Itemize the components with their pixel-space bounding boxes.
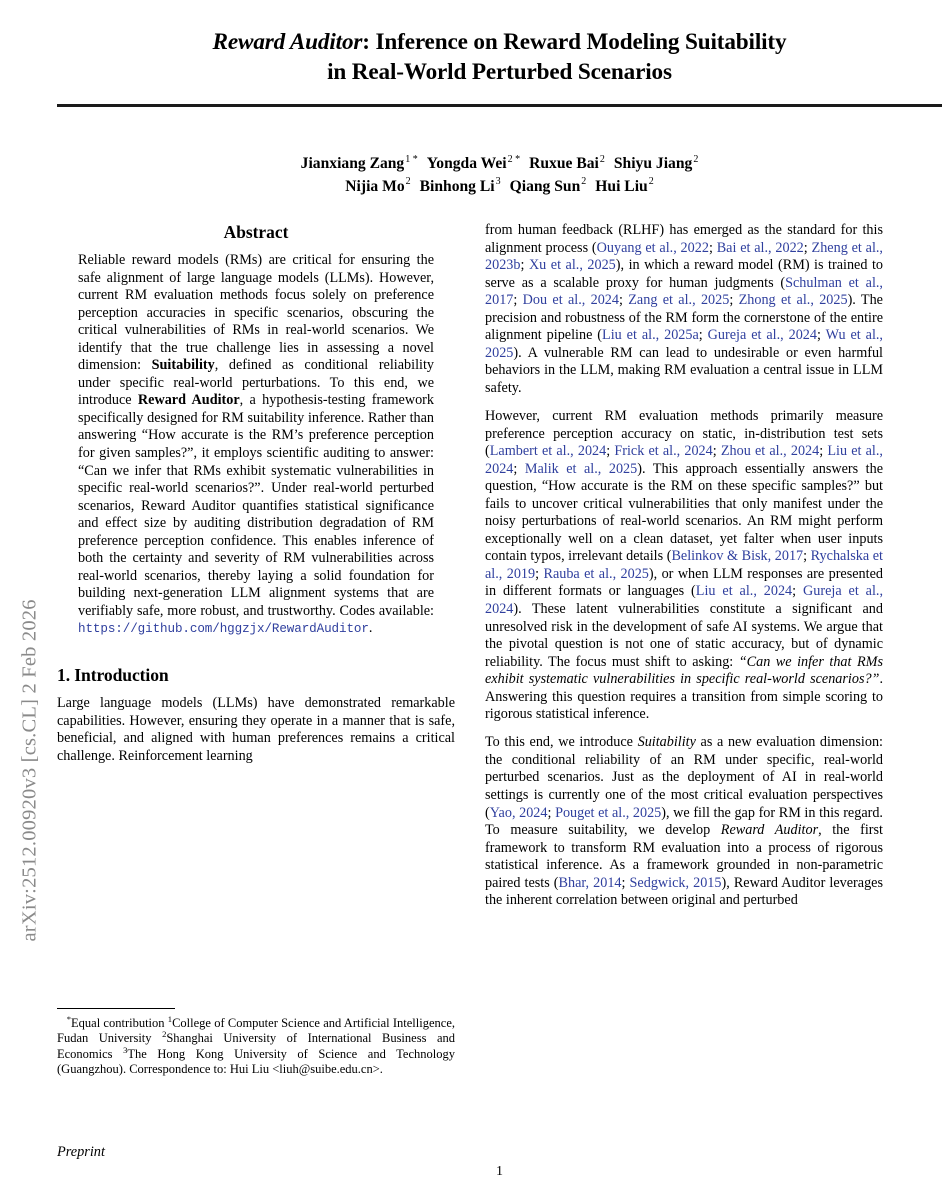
citation-liu-2024-b[interactable]: Liu et al., 2024 [695,583,793,600]
footnote-star-marker: * [66,1014,72,1025]
author-entry [301,155,418,172]
title-block [57,0,942,87]
footer-page-number: 1 [496,1164,503,1179]
text-run: ; [712,443,721,460]
author-entry [595,178,653,195]
author-affiliation-marker: 2 * [507,153,521,165]
text-run: ; [708,239,717,256]
citation-lambert-2024[interactable]: Lambert et al., 2024 [489,443,607,460]
abstract-text [78,252,434,639]
text-run: ), or when LLM responses are presented in different formats or languages ( [485,565,883,600]
citation-zheng-2023b[interactable]: Zheng et al., 2023b [485,239,883,274]
text-run: However, current RM evaluation methods primarily measure preference perception accuracy on static, in-distribution test sets ( [485,407,883,460]
text-run: ; [803,548,811,565]
author-name: Binhong Li [419,177,495,195]
text-run: ; [803,239,812,256]
text-run: ; [819,443,828,460]
citation-zang-2025[interactable]: Zang et al., 2025 [628,292,730,309]
citation-zhou-2024[interactable]: Zhou et al., 2024 [720,443,820,460]
paper-title-line-1 [57,27,942,57]
citation-liu-2024[interactable]: Liu et al., 2024 [485,443,883,477]
text-run: To this end, we introduce [485,734,638,751]
citation-gureja-2024-b[interactable]: Gureja et al., 2024 [485,583,884,617]
author-name: Hui Liu [595,177,648,195]
citation-liu-2025a[interactable]: Liu et al., 2025a [602,327,699,344]
footnote-block [57,1008,455,1077]
abstract-part-2: , defined as conditional reliability under specific real-world perturbations. To this end, we introduce [78,357,434,409]
text-run: ; [817,327,826,344]
affiliation-1: College of Computer Science and Artificial Intelligence, Fudan University [57,1016,455,1046]
author-entry [529,155,605,172]
arxiv-stamp-text: arXiv:2512.00920v3 [cs.CL] 2 Feb 2026 [18,599,41,942]
author-name: Qiang Sun [509,177,581,195]
paper-title-line-1-rest: : Inference on Reward Modeling Suitability [362,29,787,55]
author-affiliation-marker: 2 [693,153,699,165]
author-row-2 [57,176,942,199]
affiliation-2: Shanghai University of International Business and Economics [57,1031,455,1061]
code-repository-link[interactable]: https://github.com/hggzjx/RewardAuditor [78,622,369,637]
text-run: ; [698,327,708,344]
citation-gureja-2024[interactable]: Gureja et al., 2024 [707,327,817,344]
author-affiliation-marker: 2 [405,176,411,188]
paper-page [57,0,942,1200]
text-run: Equal contribution [71,1016,168,1031]
intro-paragraph-1: Large language models (LLMs) have demonstrated remarkable capabilities. However, ensuring they operate in a manner that is safe, beneficial, and aligned with human preferences remains a critical challenge. Reinforcement learning [57,695,455,764]
author-affiliation-marker: 2 [581,176,587,188]
text-run: ; [621,874,630,891]
text-run: ). A vulnerable RM can lead to undesirable or even harmful behaviors in the LLM, making RM evaluation a central issue in LLM safety. [485,344,883,396]
affiliation-marker-3: 3 [123,1044,128,1055]
two-column-body [57,222,942,1142]
text-run: ; [619,292,629,309]
abstract-term-reward-auditor: Reward Auditor [137,392,240,409]
right-paragraph-2 [485,408,883,724]
text-run: as a new evaluation dimension: the conditional reliability of an RM under specific, real-world perturbed scenarios. Just as the deployment of AI in real-world settings is currently one of the most critical evaluation perspectives ( [485,734,883,821]
footnote-divider-rule [57,1008,175,1009]
text-run: ). The precision and robustness of the RM form the cornerstone of the entire alignment pipeline ( [485,292,883,344]
affiliation-3-and-correspondence: The Hong Kong University of Science and Technology (Guangzhou). Correspondence to: Hui Liu <liuh@suibe.edu.cn>. [57,1046,455,1076]
author-name: Jianxiang Zang [300,155,405,172]
abstract-part-4: . [368,620,373,637]
author-entry [427,155,520,172]
text-run: ; [520,257,529,274]
pivotal-question-quote: “Can we infer that RMs exhibit systematic vulnerabilities in specific real-world scenarios?” [485,653,883,688]
text-run: ; [513,460,525,477]
text-run: ; [792,583,804,600]
text-run: ), Reward Auditor leverages the inherent correlation between original and perturbed [485,874,883,909]
citation-zhong-2025[interactable]: Zhong et al., 2025 [738,292,848,309]
right-paragraph-3 [485,734,883,909]
author-entry [345,178,410,195]
citation-ouyang-2022[interactable]: Ouyang et al., 2022 [596,239,709,256]
text-run: ; [547,804,556,821]
abstract-part-3: , a hypothesis-testing framework specifically designed for RM suitability inference. Rather than answering “How accurate is the RM’s preference perception for given samples?”, it employs scientific auditing to answer: “Can we infer that RMs exhibit systematic vulnerabilities in specific real-world scenarios?”. Under real-world perturbed scenarios, Reward Auditor quantifies statistical significance and effect size by auditing distribution degradation of RM preference perception confidence. This enables inference of both the certainty and severity of RM vulnerabilities across real-world scenarios, thereby laying a solid foundation for building next-generation LLM alignment systems that are verifiably safe, more robust, and trustworthy. Codes available: [78,392,434,619]
text-run: ). These latent vulnerabilities constitute a significant and unresolved risk in the development of safe AI systems. We argue that the pivotal question is not one of static accuracy, but of dynamic reliability. The focus must shift to asking: [485,600,883,670]
citation-rauba-2025[interactable]: Rauba et al., 2025 [543,565,649,582]
citation-rychalska-2019[interactable]: Rychalska et al., 2019 [485,548,883,582]
term-suitability: Suitability [637,734,696,751]
author-name: Yongda Wei [426,155,507,172]
footnote-text [57,1016,455,1076]
author-entry [420,178,501,195]
author-affiliation-marker: 2 [648,176,654,188]
left-column [57,222,455,765]
text-run: ), in which a reward model (RM) is trained to serve as a scalable proxy for human judgments ( [485,257,883,291]
citation-xu-2025[interactable]: Xu et al., 2025 [528,257,616,274]
author-block [57,153,942,198]
citation-schulman-2017[interactable]: Schulman et al., 2017 [485,274,883,309]
text-run: , the first framework to transform RM evaluation into a process of rigorous statistical inference. As a framework grounded in non-parametric paired tests ( [485,822,883,891]
affiliation-marker-2: 2 [162,1029,167,1040]
footer-preprint-label: Preprint [57,1144,105,1160]
author-name: Nijia Mo [345,177,405,195]
text-run: ; [729,292,739,309]
author-name: Shiyu Jiang [613,155,693,172]
text-run: ; [606,443,615,460]
text-run: from human feedback (RLHF) has emerged as the standard for this alignment process ( [485,222,883,256]
author-affiliation-marker: 2 [599,153,605,165]
author-affiliation-marker: 1 * [405,153,418,165]
citation-bhar-2014[interactable]: Bhar, 2014 [558,874,622,891]
text-run: ; [535,565,544,582]
text-run: ), we fill the gap for RM in this regard. To measure suitability, we develop [485,804,883,839]
citation-bai-2022[interactable]: Bai et al., 2022 [716,239,804,256]
title-divider-rule [57,104,942,107]
paper-title-line-2: in Real-World Perturbed Scenarios [327,59,672,85]
text-run: ). This approach essentially answers the question, “How accurate is the RM on these specific samples?” but fails to uncover critical vulnerabilities that only manifest under the noisy perturbations of real-world scenarios. An RM might perform exceptionally well on a clean dataset, yet falter when user inputs contain typos, irrelevant details ( [485,460,883,565]
abstract-term-suitability: Suitability [151,357,215,374]
citation-wu-2025[interactable]: Wu et al., 2025 [485,327,883,361]
abstract-heading: Abstract [223,222,289,242]
citation-belinkov-bisk-2017[interactable]: Belinkov & Bisk, 2017 [671,548,804,565]
author-row-1 [57,153,942,176]
term-reward-auditor: Reward Auditor [720,822,819,839]
text-run: . Answering this question requires a transition from simple scoring to rigorous statistical inference. [485,671,883,723]
author-entry [510,178,587,195]
affiliation-marker-1: 1 [167,1014,173,1025]
citation-frick-2024[interactable]: Frick et al., 2024 [614,443,713,460]
section-heading-introduction: 1. Introduction [57,665,169,686]
right-paragraph-1 [485,222,883,397]
author-name: Ruxue Bai [529,155,599,172]
citation-yao-2024[interactable]: Yao, 2024 [489,804,548,821]
abstract-part-1: Reliable reward models (RMs) are critical for ensuring the safe alignment of large language models (LLMs). However, current RM evaluation methods focus solely on preference perception accuracies in specific scenarios, obscuring the critical vulnerabilities of RMs in real-world scenarios. We identify that the true challenge lies in assessing a novel dimension: [78,252,434,374]
citation-sedgwick-2015[interactable]: Sedgwick, 2015 [629,874,722,891]
text-run: ; [513,292,523,309]
arxiv-stamp [0,0,56,1200]
citation-pouget-2025[interactable]: Pouget et al., 2025 [555,804,662,821]
author-affiliation-marker: 3 [495,176,501,188]
right-column [485,222,883,920]
paper-title-emphasis: Reward Auditor [212,29,363,55]
author-entry [614,155,698,172]
citation-dou-2024[interactable]: Dou et al., 2024 [522,292,619,309]
citation-malik-2025[interactable]: Malik et al., 2025 [524,460,638,477]
